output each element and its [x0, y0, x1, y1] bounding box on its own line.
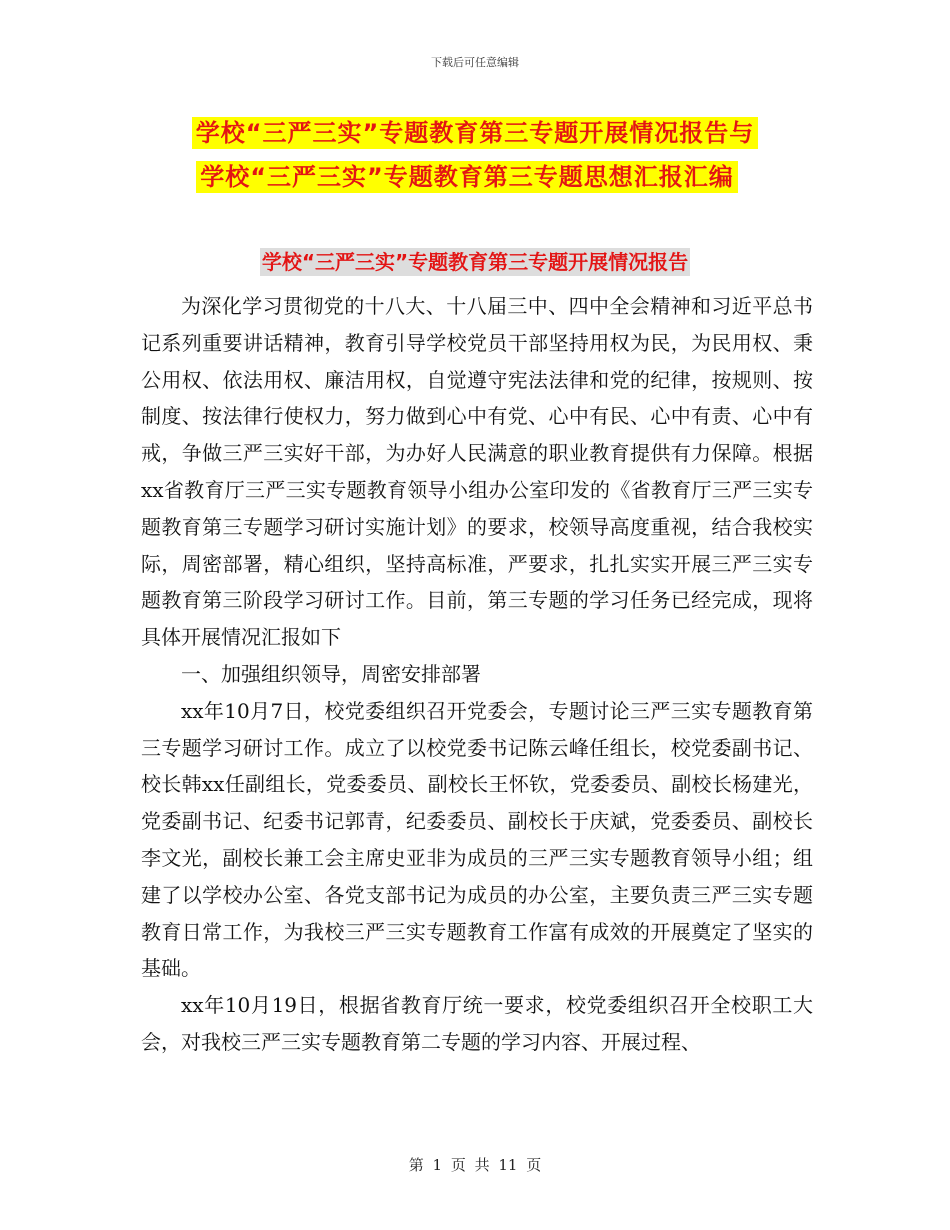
body-text — [141, 288, 813, 1061]
paragraph-intro: 为深化学习贯彻党的十八大、十八届三中、四中全会精神和习近平总书记系列重要讲话精神，教育引导学校党员干部坚持用权为民，为民用权、秉公用权、依法用权、廉洁用权，自觉遵守宪法法律和党的纪律，按规则、按制度、按法律行使权力，努力做到心中有党、心中有民、心中有责、心中有戒，争做三严三实好干部，为办好人民满意的职业教育提供有力保障。根据xx省教育厅三严三实专题教育领导小组办公室印发的《省教育厅三严三实专题教育第三专题学习研讨实施计划》的要求，校领导高度重视，结合我校实际，周密部署，精心组织，坚持高标准，严要求，扎扎实实开展三严三实专题教育第三阶段学习研讨工作。目前，第三专题的学习任务已经完成，现将具体开展情况汇报如下 — [141, 294, 813, 650]
paragraph-heading-1: 一、加强组织领导，周密安排部署 — [181, 661, 481, 686]
section-title-text: 学校“三严三实”专题教育第三专题开展情况报告 — [261, 250, 689, 274]
document-title-line-2-text: 学校“三严三实”专题教育第三专题思想汇报汇编 — [196, 161, 738, 193]
paragraph-organization: xx年10月7日，校党委组织召开党委会，专题讨论三严三实专题教育第三专题学习研讨工作。成立了以校党委书记陈云峰任组长，校党委副书记、校长韩xx任副组长，党委委员、副校长王怀钦，党委委员、副校长杨建光，党委副书记、纪委书记郭青，纪委委员、副校长于庆斌，党委委员、副校长李文光，副校长兼工会主席史亚非为成员的三严三实专题教育领导小组；组建了以学校办公室、各党支部书记为成员的办公室，主要负责三严三实专题教育日常工作，为我校三严三实专题教育工作富有成效的开展奠定了坚实的基础。 — [141, 698, 813, 981]
section-title — [0, 246, 950, 275]
paragraph-meeting: xx年10月19日，根据省教育厅统一要求，校党委组织召开全校职工大会，对我校三严三实专题教育第二专题的学习内容、开展过程、 — [141, 993, 813, 1054]
document-title-line-1 — [0, 113, 950, 148]
page-number-footer: 第 1 页 共 11 页 — [408, 1156, 542, 1174]
header-note: 下载后可任意编辑 — [431, 56, 519, 69]
document-title-line-1-text: 学校“三严三实”专题教育第三专题开展情况报告与 — [192, 117, 759, 149]
document-title-line-2 — [0, 157, 942, 192]
